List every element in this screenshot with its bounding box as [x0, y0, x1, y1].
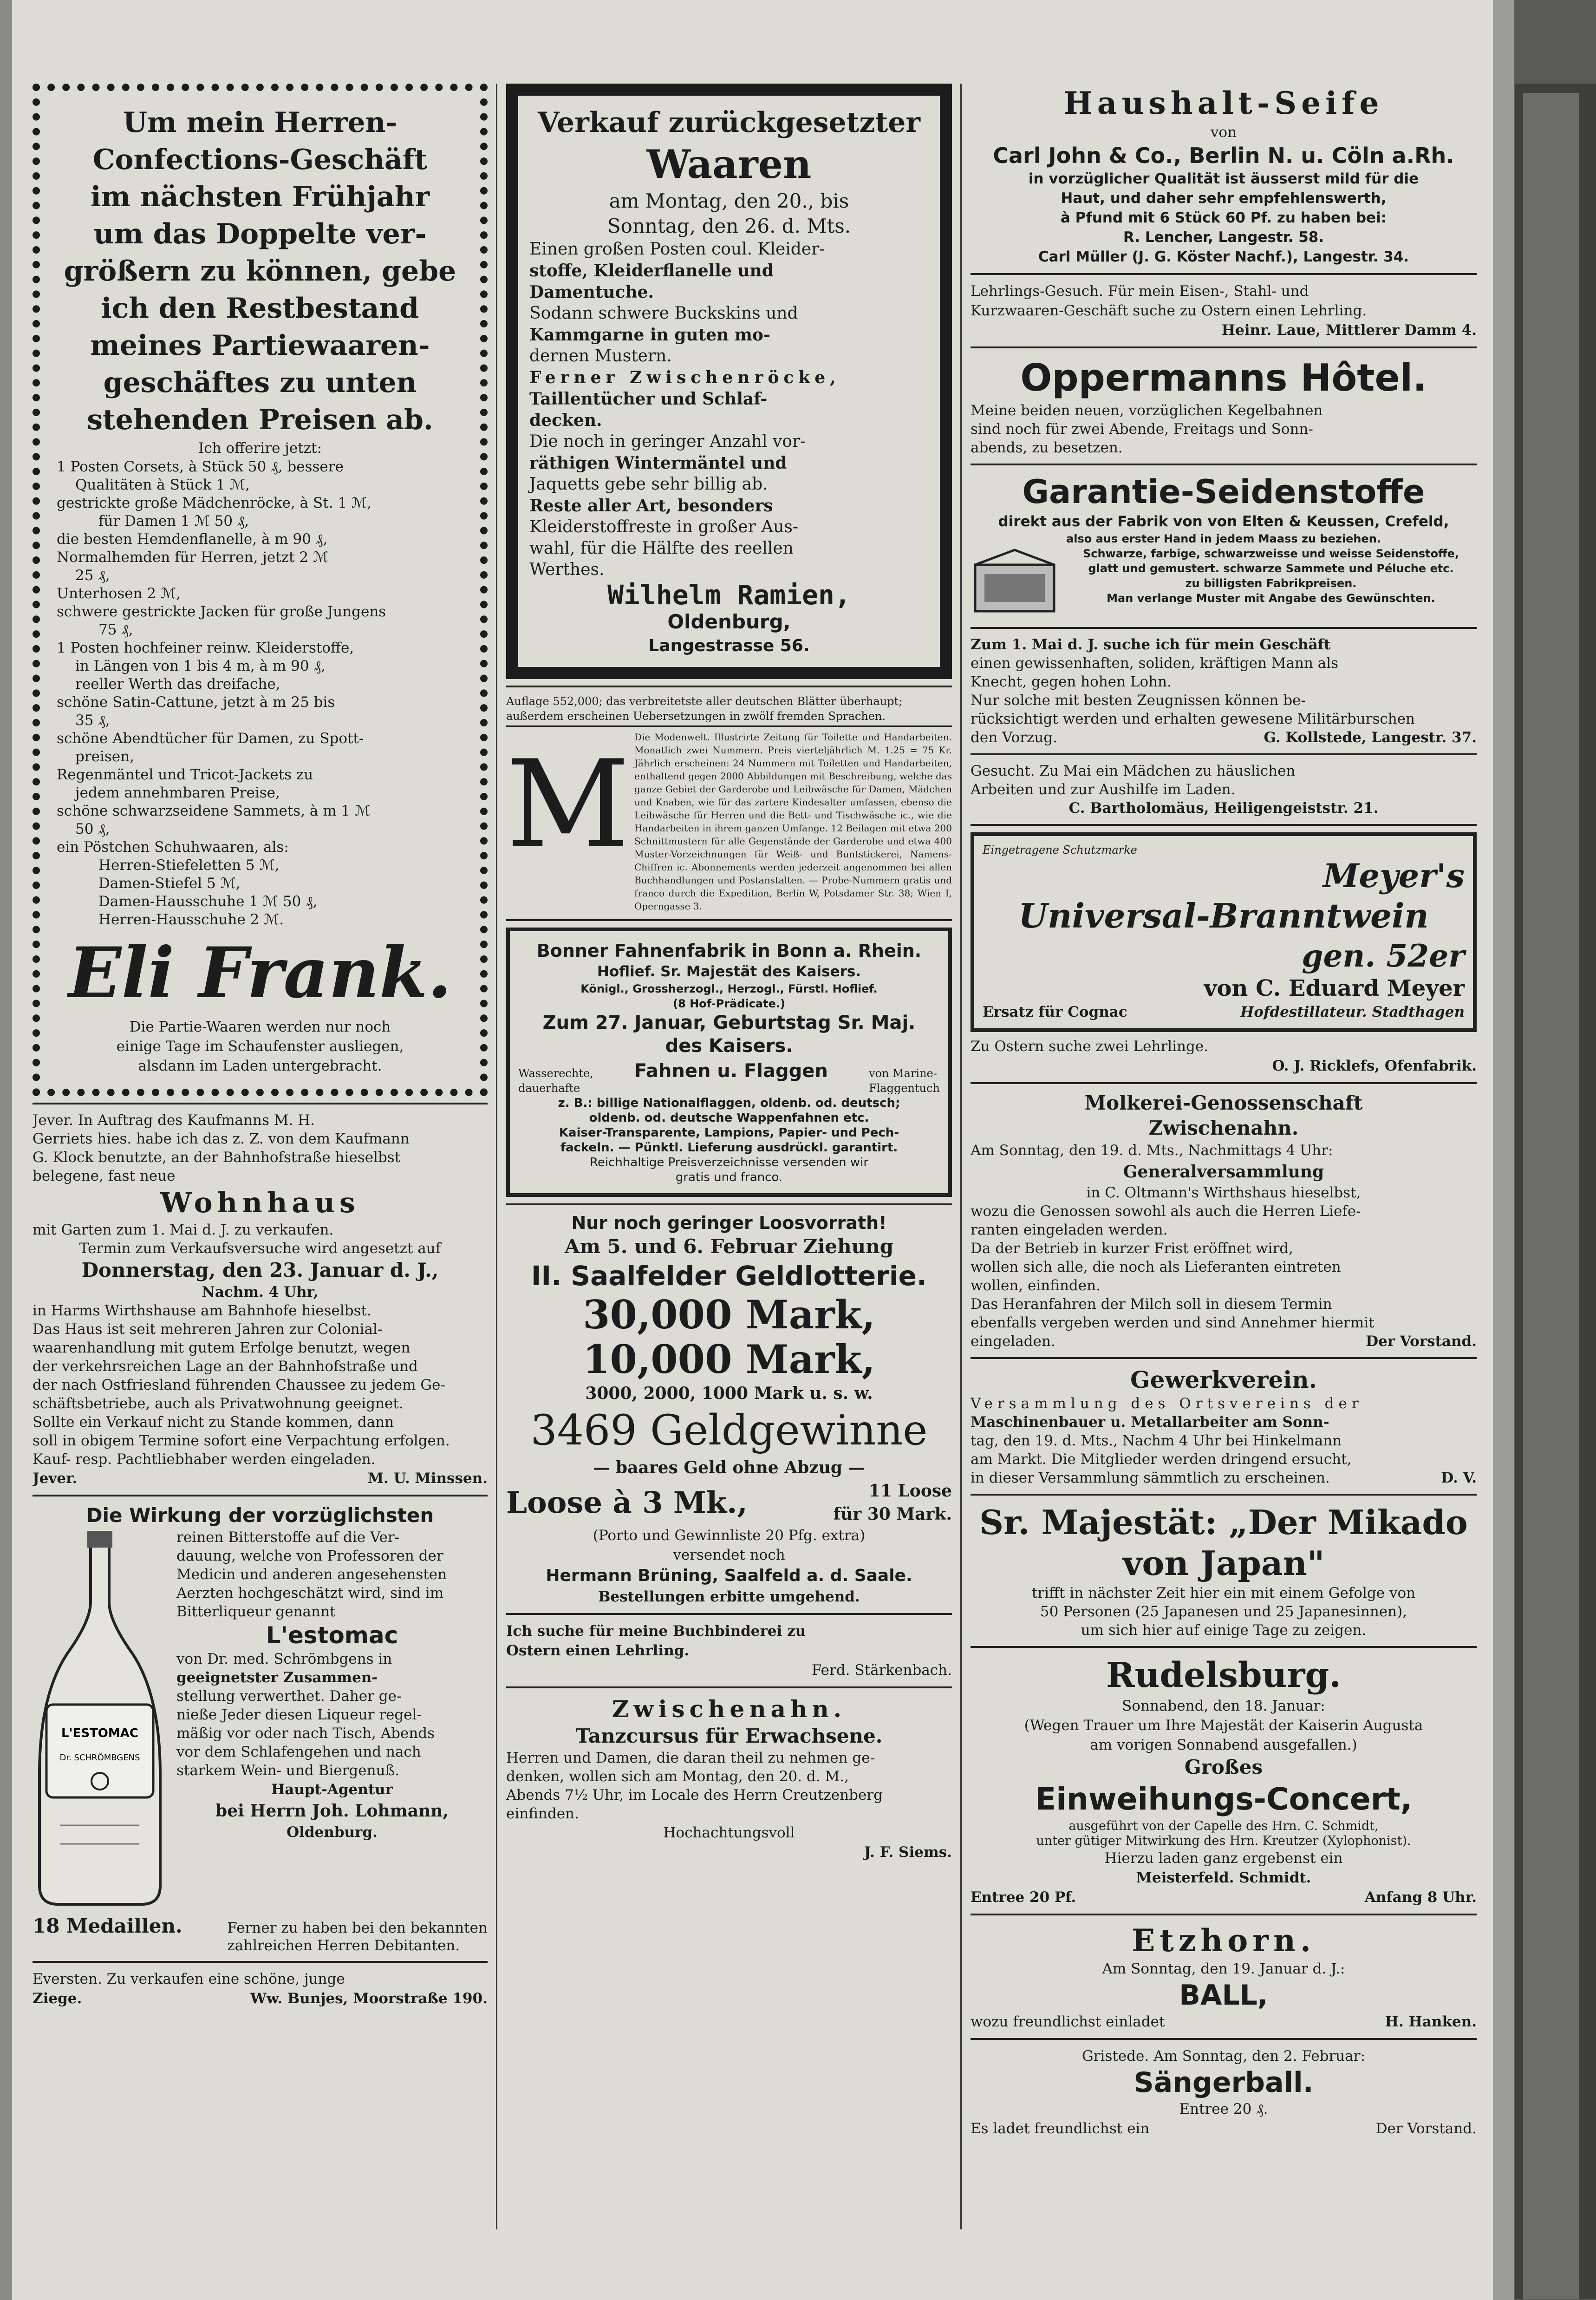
ad-estomac: Die Wirkung der vorzüglichsten L'ESTOMAC Dr. SCHRÖMBGENS reinen Bitterstoffe auf die Ver- dauung, welche von Professoren der Medicin und anderen angesehensten Aerzten hochgeschätzt wird, sind im Bitterliqueur genannt L'estomac von Dr. med. Schrömbgens in geeignetster Zusammen- stellung verwerthet. Daher ge- nieße Jeder diesen Liqueur regel- mäßig vor oder nach Tisch, Abends vor dem Schlafengehen und nach starkem Wein- und Biergenuß. Haupt-Agentur bei Herrn Joh. Lohmann, Oldenburg. 18 Medaillen. Ferner zu haben bei den bekannten zahlreichen Herren Debitanten.: [33, 1504, 488, 1954]
ad-ricklefs: Zu Ostern suche zwei Lehrlinge. O. J. Ricklefs, Ofenfabrik.: [971, 1038, 1477, 1074]
ad-tanzcursus: Zwischenahn. Tanzcursus für Erwachsene. Herren und Damen, die daran theil zu nehmen ge- denken, wollen sich am Montag, den 20. d. M., Abends 7½ Uhr, im Locale des Herrn Creutzenberg einfinden. Hochachtungsvoll J. F. Siems.: [506, 1695, 952, 1861]
ad-knecht: Zum 1. Mai d. J. suche ich für mein Geschäft einen gewissenhaften, soliden, kräftigen Mann als Knecht, gegen hohen Lohn. Nur solche mit besten Zeugnissen können be- rücksichtigt werden und erhalten gewesene Militärburschen den Vorzug. G. Kollstede, Langestr. 37.: [971, 636, 1477, 746]
bottle-label: L'ESTOMAC: [61, 1726, 138, 1740]
frank-intro: Ich offerire jetzt:: [198, 440, 322, 457]
ad-haushalt-seife: Haushalt-Seife von Carl John & Co., Berlin N. u. Cöln a.Rh. in vorzüglicher Qualität ist äusserst mild für die Haut, und daher sehr empfehlenswerth, à Pfund mit 6 Stück 60 Pf. zu haben bei: R. Lencher, Langestr. 58. Carl Müller (J. G. Köster Nachf.), Langestr. 34.: [993, 85, 1454, 265]
ad-bonner-fahnenfabrik: Bonner Fahnenfabrik in Bonn a. Rhein. Hoflief. Sr. Majestät des Kaisers. Königl., Grossherzogl., Herzogl., Fürstl. Hoflief. (8 Hof-Prädicate.) Zum 27. Januar, Geburtstag Sr. Maj. des Kaisers. Wasserechte, dauerhafte Fahnen u. Flaggen von Marine- Flaggentuch z. B.: billige Nationalflaggen, oldenb. od. deutsch; oldenb. od. deutsche Wappenfahnen etc. Kaiser-Transparente, Lampions, Papier- und Pech- fackeln. — Pünktl. Lieferung ausdrückl. garantirt. Reichhaltige Preisverzeichnisse versenden wir gratis und franco.: [506, 928, 952, 1197]
ad-lehrlingsgesuch: Lehrlings-Gesuch. Für mein Eisen-, Stahl- und Kurzwaaren-Geschäft suche zu Ostern einen Lehrling. Heinr. Laue, Mittlerer Damm 4.: [971, 283, 1477, 339]
ad-mikado: Sr. Majestät: „Der Mikado von Japan" trifft in nächster Zeit hier ein mit einem Gefolge von 50 Personen (25 Japanesen und 25 Japanesinnen), um sich hier auf einige Tage zu zeigen.: [979, 1503, 1468, 1639]
wohnhaus-signature: Jever. M. U. Minssen.: [33, 1470, 488, 1487]
ad-oppermanns-hotel: Oppermanns Hôtel. Meine beiden neuen, vorzüglichen Kegelbahnen sind noch für zwei Abende, Freitags und Sonn- abends, zu besetzen.: [971, 356, 1427, 456]
ad-modenwelt: Auflage 552,000; das verbreitetste aller deutschen Blätter überhaupt; außerdem erscheinen Uebersetzungen in zwölf fremden Sprachen. M Die Modenwelt. Illustrirte Zeitung für Toilette und Handarbeiten. Monatlich zwei Nummern. Preis vierteljährlich M. 1.25 = 75 Kr. Jährlich erscheinen: 24 Nummern mit Toiletten und Handarbeiten, enthaltend gegen 2000 Abbildungen mit Beschreibung, welche das ganze Gebiet der Garderobe und Leibwäsche für Damen, Mädchen und Knaben, wie für das zartere Kindesalter umfassen, ebenso die Leibwäsche für Herren und die Bett- und Tischwäsche ic., wie die Handarbeiten in ihrem ganzen Umfange. 12 Beilagen mit etwa 200 Schnittmustern für alle Gegenstände der Garderobe und etwa 400 Muster-Vorzeichnungen für Weiß- und Buntstickerei, Namens-Chiffren ic. Abonnements werden jederzeit angenommen bei allen Buchhandlungen und Postanstalten. — Probe-Nummern gratis und franco durch die Expedition, Berlin W, Potsdamer Str. 38; Wien I, Operngasse 3.: [506, 695, 952, 912]
ad-buchbinderei: Ich suche für meine Buchbinderei zu Ostern einen Lehrling. Ferd. Stärkenbach.: [506, 1623, 952, 1679]
ad-eli-frank: [33, 84, 488, 1096]
frank-footer: Die Partie-Waaren werden nur noch einige Tage im Schaufenster ausliegen, alsdann im Laden untergebracht.: [116, 1019, 404, 1074]
frank-headline: Um mein Herren- Confections-Geschäft im nächsten Frühjahr um das Doppelte ver- größern zu können, gebe ich den Restbestand meines Partiewaaren- geschäftes zu unten stehenden Preisen ab.: [64, 106, 456, 436]
bottle-illustration: [33, 1528, 167, 1914]
ad-maedchen: Gesucht. Zu Mai ein Mädchen zu häuslichen Arbeiten und zur Aushilfe im Laden. C. Bartholomäus, Heiligengeiststr. 21.: [971, 763, 1379, 817]
ad-gristede: Gristede. Am Sonntag, den 2. Februar: Sängerball. Entree 20 ₰. Es ladet freundlichst ein Der Vorstand.: [971, 2048, 1477, 2137]
frank-items: 1 Posten Corsets, à Stück 50 ₰, bessere Qualitäten à Stück 1 ℳ, gestrickte große Mädchenröcke, à St. 1 ℳ, für Damen 1 ℳ 50 ₰, die besten Hemdenflanelle, à m 90 ₰, Normalhemden für Herren, jetzt 2 ℳ 25 ₰, Unterhosen 2 ℳ, schwere gestrickte Jacken für große Jungens 75 ₰, 1 Posten hochfeiner reinw. Kleiderstoffe, in Längen von 1 bis 4 m, à m 90 ₰, reeller Werth das dreifache, schöne Satin-Cattune, jetzt à m 25 bis 35 ₰, schöne Abendtücher für Damen, zu Spott- preisen, Regenmäntel und Tricot-Jackets zu jedem annehmbaren Preise, schöne schwarzseidene Sammets, à m 1 ℳ 50 ₰, ein Pöstchen Schuhwaaren, als: Herren-Stiefeletten 5 ℳ, Damen-Stiefel 5 ℳ, Damen-Hausschuhe 1 ℳ 50 ₰, Herren-Hausschuhe 2 ℳ.: [57, 458, 386, 928]
ad-gewerkverein: Gewerkverein. Versammlung des Ortsvereins der Maschinenbauer u. Metallarbeiter am Sonn- tag, den 19. d. Mts., Nachm 4 Uhr bei Hinkelmann am Markt. Die Mitglieder werden dringend ersucht, in dieser Versammlung sämmtlich zu erscheinen. D. V.: [971, 1366, 1477, 1486]
weaving-loom-icon: [971, 546, 1059, 621]
column-2: [506, 84, 952, 1862]
ad-rudelsburg: Rudelsburg. Sonnabend, den 18. Januar: (Wegen Trauer um Ihre Majestät der Kaiserin Augusta am vorigen Sonnabend ausgefallen.) Großes Einweihungs-Concert, ausgeführt von der Capelle des Hrn. C. Schmidt, unter gütiger Mitwirkung des Hrn. Kreutzer (Xylophonist). Hierzu laden ganz ergebenst ein Meisterfeld. Schmidt. Entree 20 Pf. Anfang 8 Uhr.: [971, 1655, 1477, 1906]
ad-etzhorn: Etzhorn. Am Sonntag, den 19. Januar d. J.: BALL, wozu freundlichst einladet H. Hanken.: [971, 1922, 1477, 2030]
modenwelt-logo: M: [506, 735, 630, 875]
ad-eversten: Eversten. Zu verkaufen eine schöne, junge Ziege. Ww. Bunjes, Moorstraße 190.: [33, 1971, 488, 2007]
ad-wohnhaus: Jever. In Auftrag des Kaufmanns M. H. Gerriets hies. habe ich das z. Z. von dem Kaufmann G. Klock benutzte, an der Bahnhofstraße hieselbst belegene, fast neue Wohnhaus mit Garten zum 1. Mai d. J. zu verkaufen. Termin zum Verkaufsversuche wird angesetzt auf Donnerstag, den 23. Januar d. J., Nachm. 4 Uhr, in Harms Wirthshause am Bahnhofe hieselbst. Das Haus ist seit mehreren Jahren zur Colonial- waarenhandlung mit gutem Erfolge benutzt, wegen der verkehrsreichen Lage an der Bahnhofstraße und der nach Ostfriesland führenden Chaussee zu jedem Ge- schäftsbetriebe, auch als Privatwohnung geeignet. Sollte ein Verkauf nicht zu Stande kommen, dann soll in obigem Termine sofort eine Verpachtung erfolgen. Kauf- resp. Pachtliebhaber werden eingeladen. Jever. M. U. Minssen.: [33, 1111, 488, 1488]
column-1: [33, 84, 488, 2008]
estomac-medals: 18 Medaillen. Ferner zu haben bei den bekannten zahlreichen Herren Debitanten.: [33, 1914, 488, 1954]
frank-name: Eli Frank.: [68, 932, 452, 1014]
ad-meyers-branntwein: Eingetragene Schutzmarke Meyer's Universal-Branntwein gen. 52er von C. Eduard Meyer Ersatz für Cognac Hofdestillateur. Stadthagen: [971, 832, 1477, 1032]
ad-ramien: Verkauf zurückgesetzter Waaren am Montag, den 20., bis Sonntag, den 26. d. Mts. Einen großen Posten coul. Kleider- stoffe, Kleiderflanelle und Damentuche. Sodann schwere Buckskins und Kammgarne in guten mo- dernen Mustern. Ferner Zwischenröcke, Taillentücher und Schlaf- decken. Die noch in geringer Anzahl vor- räthigen Wintermäntel und Jaquetts gebe sehr billig ab. Reste aller Art, besonders Kleiderstoffreste in großer Aus- wahl, für die Hälfte des reellen Werthes. Wilhelm Ramien, Oldenburg, Langestrasse 56.: [506, 84, 952, 679]
column-3: [971, 84, 1477, 2138]
estomac-name: L'estomac: [266, 1622, 398, 1649]
bottle-sub: Dr. SCHRÖMBGENS: [59, 1753, 140, 1763]
estomac-headline: Die Wirkung der vorzüglichsten: [86, 1504, 434, 1527]
wohnhaus-title: Wohnhaus: [160, 1187, 360, 1219]
ad-seidenstoffe: Garantie-Seidenstoffe direkt aus der Fabrik von von Elten & Keussen, Crefeld, also aus erster Hand in jedem Maass zu beziehen. Schwarze, farbige, schwarzweisse und weisse Seidenstoffe, glatt und gemustert. schwarze Sammete und Péluche etc. zu billigsten Fabrikpreisen. Man verlange Muster mit Angabe des Gewünschten.: [971, 472, 1477, 621]
ad-lotterie: Nur noch geringer Loosvorrath! Am 5. und 6. Februar Ziehung II. Saalfelder Geldlotterie. 30,000 Mark, 10,000 Mark, 3000, 2000, 1000 Mark u. s. w. 3469 Geldgewinne — baares Geld ohne Abzug — Loose à 3 Mk., 11 Loose für 30 Mark. (Porto und Gewinnliste 20 Pfg. extra) versendet noch Hermann Brüning, Saalfeld a. d. Saale. Bestellungen erbitte umgehend.: [506, 1213, 952, 1605]
ad-molkerei: Molkerei-Genossenschaft Zwischenahn. Am Sonntag, den 19. d. Mts., Nachmittags 4 Uhr: Generalversammlung in C. Oltmann's Wirthshaus hieselbst, wozu die Genossen sowohl als auch die Herren Liefe- ranten eingeladen werden. Da der Betrieb in kurzer Frist eröffnet wird, wollen sich alle, die noch als Lieferanten eintreten wollen, einfinden. Das Heranfahren der Milch soll in diesem Termin ebenfalls vergeben werden und sind Annehmer hiermit eingeladen. Der Vorstand.: [971, 1091, 1477, 1350]
